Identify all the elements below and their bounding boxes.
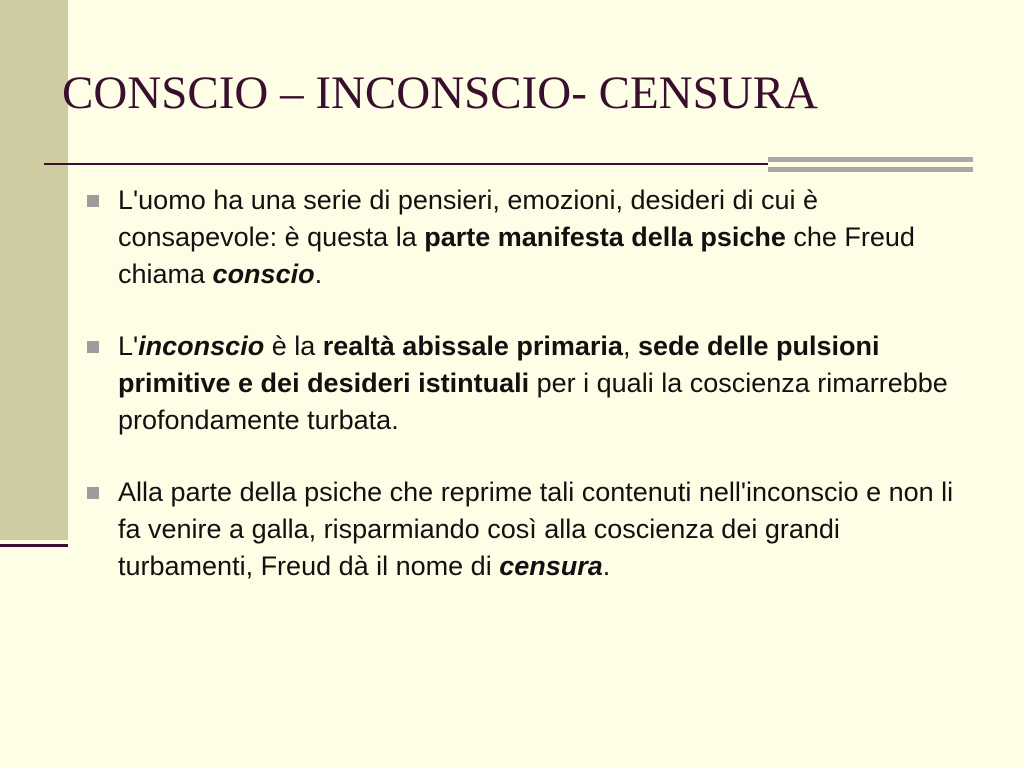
square-bullet-icon [87,487,99,499]
bold-italic-term: inconscio [138,331,265,361]
bold-text: sede delle pulsioni primitive e dei desideri istintuali [118,331,880,398]
bullet-item [86,474,956,585]
bold-italic-term: censura [499,551,603,581]
bullet-text [118,185,915,289]
bold-text: parte manifesta della psiche [424,222,786,252]
bullet-item [86,328,956,439]
bullet-list [86,182,956,620]
text-segment: che Freud chiama [118,222,915,289]
side-divider [0,544,68,547]
text-segment: Alla parte della psiche che reprime tali contenuti nell'inconscio e non li fa venire a galla, risparmiando così alla coscienza dei grandi turbamenti, Freud dà il nome di [118,477,954,581]
slide-title: CONSCIO – INCONSCIO- CENSURA [62,67,818,119]
text-segment: , [622,331,638,361]
bullet-text [118,477,953,581]
bullet-item [86,182,956,293]
text-segment: per i quali la coscienza rimarrebbe profondamente turbata. [118,368,948,435]
decorative-bar [768,167,973,172]
title-underline [44,163,768,165]
square-bullet-icon [87,195,99,207]
text-segment: . [314,259,323,289]
decorative-bar [768,157,973,162]
decorative-bars [768,157,973,177]
bullet-text [118,331,948,435]
text-segment: è la [264,331,323,361]
text-segment: L' [118,331,139,361]
text-segment: . [602,551,611,581]
text-segment: L'uomo ha una serie di pensieri, emozioni, desideri di cui è consapevole: è questa la [118,185,819,252]
bold-text: realtà abissale primaria [322,331,623,361]
side-band [0,0,68,540]
bold-italic-term: conscio [212,259,315,289]
square-bullet-icon [87,341,99,353]
